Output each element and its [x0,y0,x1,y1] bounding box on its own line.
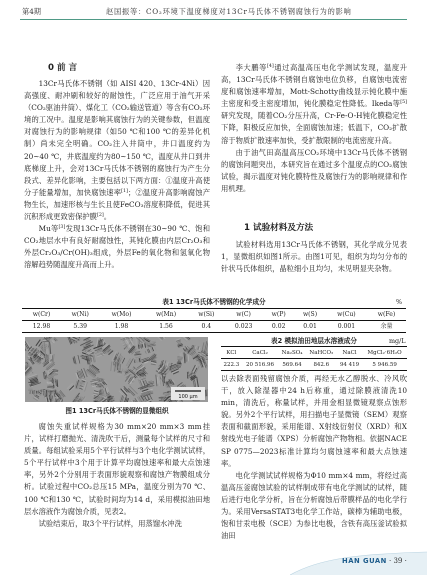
table2-cell: 94 419 [339,361,360,368]
intro-paragraph: 李大鹏等[4]通过高温高压电化学测试发现，温度升高，13Cr马氏体不锈钢自腐蚀电位负移，自腐蚀电流密度和腐蚀速率增加，Mott-Schotty曲线显示钝化膜中施主密度和受主密度增加，钝化膜稳定性降低。Ikeda等[5]研究发现，随着CO₂分压升高，Cr-Fe-O-H钝化膜稳定性下降，阳极反应加快，全面腐蚀加速；低温下，CO₂扩散溶于物质扩散速率加快，受扩散限制的电流密度升高。 [221,63,407,145]
left-column-bottom [24,421,210,553]
table1-header-cell: w(S) [302,310,318,318]
table1-header-cell: w(Mo) [111,310,132,318]
table2-header-cell: KCl [226,349,237,356]
section-heading-introduction: 0 前 言 [48,63,78,73]
table1-cell: 1.56 [159,322,173,330]
table1-cell: 0.02 [271,322,286,330]
martensite-lath [136,353,140,354]
martensite-lath [47,388,54,389]
table2-caption: 表2 模拟油田地层水溶液成分 [270,337,357,345]
table1-header-cell: w(C) [236,310,251,318]
table2-unit: mg/L [389,337,406,345]
running-title: 赵国振等：CO₂环境下温度梯度对13Cr马氏体不锈钢腐蚀行为的影响 [106,7,352,16]
table1-header-cell: w(Fe) [377,310,396,318]
table1-row [22,321,406,333]
table2-header-cell: Na₂SO₄ [281,349,303,356]
table1-cell: 12.98 [32,322,51,330]
page-number: · 39 · [389,557,407,565]
left-column-top [24,62,210,296]
table1-cell: 0.01 [303,322,317,330]
table2-cell: 222.3 [223,361,240,368]
table2-header-cell: MgCl₂·6H₂O [367,349,402,356]
table1-header-cell: w(Ni) [71,310,89,318]
table2-header-row [221,347,407,359]
table2 [221,346,407,371]
martensite-lath [43,391,44,396]
section-heading-methods: 1 试验材料及方法 [244,223,314,233]
table2-cell: 20 516.96 [246,361,275,368]
header-rule [20,19,407,20]
intro-paragraph: Mu等[3]发现13Cr马氏体不锈钢在30~90 ℃、饱和CO₂地层水中有良好耐腐蚀性，其钝化膜由内层Cr₂O₃和外层Cr₂O₃/Cr(OH)₃组成，外层Fe的氧化物和氢氧化物溶解趋势随温度升高而上升。 [24,224,210,270]
table1-header-cell: w(Cr) [32,310,51,318]
table2-row [221,359,407,371]
methods-paragraph: 以去除表面残留腐蚀介质，再经无水乙醇脱水、冷风吹干，放入除湿器中24 h后称重，通过除膜液清洗10 min，清洗后，称量试样，并用金相显微镜观察点蚀形貌。另外2个平行试样，用扫描电子显微镜（SEM）观察表面和截面形貌，采用能谱、X射线衍射仪（XRD）和X射线光电子能谱（XPS）分析腐蚀产物物相。依据NACE SP 0775—2023标准计算均匀腐蚀速率和最大点蚀速率。 [221,374,407,468]
martensite-lath [87,353,91,354]
scale-bar-label: 100 μm [178,394,198,400]
martensite-lath [206,390,207,396]
martensite-lath [47,386,54,387]
table2-header-cell: CaCl₂ [252,349,268,356]
table2-header-cell: NaHCO₃ [309,349,334,356]
table1-cell: 0.023 [234,322,253,330]
martensite-lath [48,355,49,362]
methods-paragraph: 电化学测试试样规格为Φ10 mm×4 mm，将经过高温高压釜腐蚀试验的试样制成带有电化学测试的试样，随后进行电化学分析，旨在分析腐蚀后带膜样品的电化学行为。采用VersaSTAT3电化学工作站，碳棒为辅助电极，饱和甘汞电极（SCE）为参比电极，含铁有高压釜试验拟油田 [221,470,407,541]
citation-ref: [1] [121,188,128,194]
methods-paragraph: 试验结束后，取3个平行试样，用蒸馏水冲洗 [38,518,182,528]
table1-cell: 1.98 [114,322,129,330]
table1-header-cell: w(Cu) [337,310,356,318]
martensite-lath [142,344,143,347]
table2-cell: 5 946.59 [372,361,397,368]
table1-cell: 0.4 [201,322,212,330]
table1-cell: 0.001 [337,322,356,330]
martensite-lath [57,380,58,387]
table1-caption: 表1 13Cr马氏体不锈钢的化学成分 [162,298,266,306]
martensite-lath [145,343,146,347]
table1-cell: 余量 [380,322,393,330]
martensite-lath [47,384,54,385]
table1-header-cell: w(P) [271,310,286,318]
table2-cell: 842.6 [313,361,330,368]
martensite-lath [178,362,182,363]
table1-unit: % [396,298,403,306]
issue-number: 第4期 [22,7,41,16]
methods-paragraph: 腐蚀失重试样规格为30 mm×20 mm×3 mm挂片，试样打磨抛光、清洗吹干后，测量每个试样的尺寸和质量。每组试验采用5个平行试样与3个电化学测试试样，5个平行试样中3个用于计算平均腐蚀速率和最大点蚀速率，另外2个分别用于表面形貌观察和腐蚀产物膜组成分析。试验过程中CO₂总压15 MPa，温度分别为70 ℃、100 ℃和130 ℃，试验时间均为14 d，采用模拟油田地层水溶液作为腐蚀介质，见表2。 [24,422,210,516]
intro-paragraph: 由于油气田高温高压CO₂环境中13Cr马氏体不锈钢的腐蚀问题突出，本研究旨在通过多个温度点的CO₂腐蚀试验，揭示温度对钝化膜特性及腐蚀行为的影响规律和作用机理。 [221,147,407,193]
citation-ref: [4] [266,64,274,69]
table2-header-cell: NaCl [342,349,357,356]
citation-ref: [3] [58,225,66,231]
martensite-lath [157,377,158,384]
journal-brand: HAN GUAN [342,557,387,565]
methods-paragraph: 试验材料选用13Cr马氏体不锈钢，其化学成分见表1，显微组织如图1所示。由图1可见，组织为均匀分布的针状马氏体组织，晶粒细小且均匀，未见明显夹杂物。 [221,240,407,274]
right-column-top [221,62,407,218]
table1-cell: 5.39 [73,322,87,330]
right-column-bottom [221,373,407,553]
table1-header-cell: w(Mn) [155,310,177,318]
table1-header-row [22,309,406,321]
micrograph-image [25,337,208,402]
table1 [22,308,406,333]
intro-paragraph: 13Cr马氏体不锈钢（如 AISI 420、13Cr-4Ni）因高强度、耐冲刷和较好的耐蚀性，广泛应用于油气开采（CO₂驱油井筒）、煤化工（CO₂输送管道）等含有CO₂环境的工况中。温度是影响其腐蚀行为的关键参数，但温度对腐蚀行为的影响规律（如50 ℃和100 ℃的差异化机制）尚未完全明确。CO₂注入井筒中，井口温度约为20~40 ℃，井底温度约为80~150 ℃，温度从井口到井底梯度上升，会对13Cr马氏体不锈钢的腐蚀行为产生分段式、差异化影响，主要包括以下两方面：①温度升高使分子能量增加，加快腐蚀速率[1]；②温度升高影响腐蚀产物生长，加速形核与生长且使FeCO₃溶度积降低，促进其沉积形成更致密保护膜[2]。 [24,79,210,222]
citation-ref: [5] [400,100,407,106]
table2-cell: 569.64 [282,361,302,368]
figure1-caption: 图1 13Cr马氏体不锈钢的显微组织 [65,407,169,415]
martensite-lath [164,376,165,383]
methods-block [221,239,407,295]
citation-ref: [2] [96,213,104,219]
martensite-lath [85,360,90,361]
table1-header-cell: w(Si) [198,310,215,318]
